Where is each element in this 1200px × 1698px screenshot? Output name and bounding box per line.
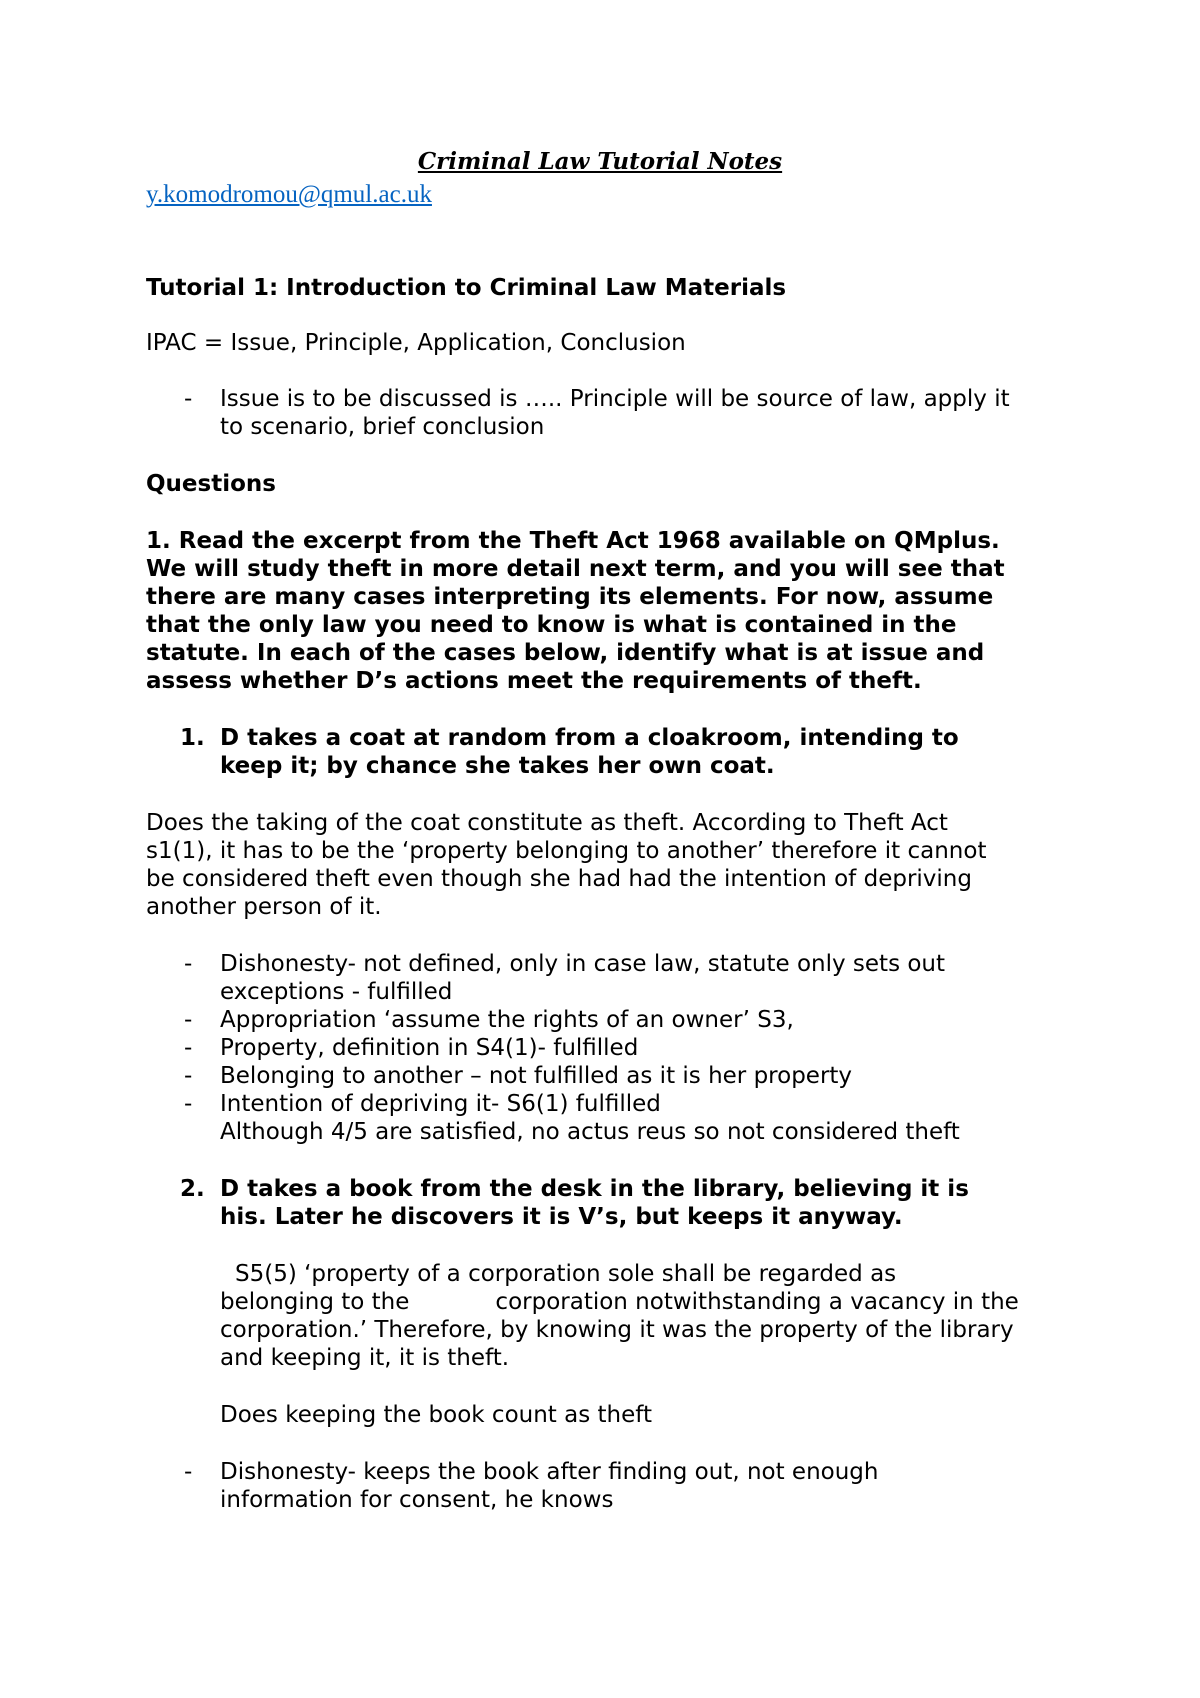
case1-number: 1.: [180, 725, 205, 751]
case2-bullet1-line1: Dishonesty- keeps the book after finding out, not enough: [220, 1459, 879, 1485]
email-link[interactable]: y.komodromou@qmul.ac.uk: [146, 181, 432, 208]
case1-bullet-text: Appropriation ‘assume the rights of an owner’ S3,: [220, 1007, 794, 1033]
question1-line5: statute. In each of the cases below, identify what is at issue and: [146, 640, 985, 666]
case1-bullet-text: exceptions - fulfilled: [220, 979, 453, 1005]
case1-line1: D takes a coat at random from a cloakroom, intending to: [220, 725, 959, 751]
question1-line1: 1. Read the excerpt from the Theft Act 1968 available on QMplus.: [146, 528, 1000, 554]
question1-line6: assess whether D’s actions meet the requirements of theft.: [146, 668, 922, 694]
case2-quote-line4: and keeping it, it is theft.: [220, 1345, 510, 1371]
case1-answer-line2: s1(1), it has to be the ‘property belonging to another’ therefore it cannot: [146, 838, 987, 864]
bullet-dash: -: [184, 386, 193, 412]
case2-line1: D takes a book from the desk in the library, believing it is: [220, 1176, 969, 1202]
case2-number: 2.: [180, 1176, 205, 1202]
case2-quote-line2: [220, 1288, 1080, 1316]
question1-line3: there are many cases interpreting its elements. For now, assume: [146, 584, 994, 610]
case1-bullet-text: Although 4/5 are satisfied, no actus reus so not considered theft: [220, 1119, 960, 1145]
document-title: Criminal Law Tutorial Notes: [417, 148, 783, 175]
case1-bullet-text: Property, definition in S4(1)- fulfilled: [220, 1035, 639, 1061]
bullet-dash: -: [184, 1063, 193, 1089]
case1-answer-line3: be considered theft even though she had had the intention of depriving: [146, 866, 972, 892]
bullet-dash: -: [184, 1091, 193, 1117]
case1-answer-line4: another person of it.: [146, 894, 382, 920]
bullet-dash: -: [184, 1007, 193, 1033]
bullet-dash: -: [184, 951, 193, 977]
case1-bullet-text: Dishonesty- not defined, only in case law, statute only sets out: [220, 951, 946, 977]
ipac-line: IPAC = Issue, Principle, Application, Conclusion: [146, 330, 686, 356]
case2-quote-line3: corporation.’ Therefore, by knowing it was the property of the library: [220, 1317, 1014, 1343]
case2-quote-line2b: corporation notwithstanding a vacancy in the: [495, 1289, 1019, 1315]
case2-bullet1-line2: information for consent, he knows: [220, 1487, 614, 1513]
case2-quote-line1: S5(5) ‘property of a corporation sole shall be regarded as: [235, 1261, 897, 1287]
case1-line2: keep it; by chance she takes her own coat.: [220, 753, 775, 779]
question1-line2: We will study theft in more detail next term, and you will see that: [146, 556, 1005, 582]
questions-heading: Questions: [146, 471, 276, 497]
bullet-dash: -: [184, 1035, 193, 1061]
question1-line4: that the only law you need to know is what is contained in the: [146, 612, 957, 638]
tutorial-heading: Tutorial 1: Introduction to Criminal Law Materials: [146, 275, 787, 301]
ipac-bullet-line1: Issue is to be discussed is ….. Principle will be source of law, apply it: [220, 386, 1010, 412]
case2-quote-line2a: belonging to the: [220, 1289, 410, 1315]
bullet-dash: -: [184, 1459, 193, 1485]
case2-question-line: Does keeping the book count as theft: [220, 1402, 652, 1428]
case2-line2: his. Later he discovers it is V’s, but keeps it anyway.: [220, 1204, 903, 1230]
case1-bullet-text: Belonging to another – not fulfilled as it is her property: [220, 1063, 853, 1089]
case1-answer-line1: Does the taking of the coat constitute as theft. According to Theft Act: [146, 810, 948, 836]
ipac-bullet-line2: to scenario, brief conclusion: [220, 414, 545, 440]
case1-bullet-text: Intention of depriving it- S6(1) fulfilled: [220, 1091, 661, 1117]
